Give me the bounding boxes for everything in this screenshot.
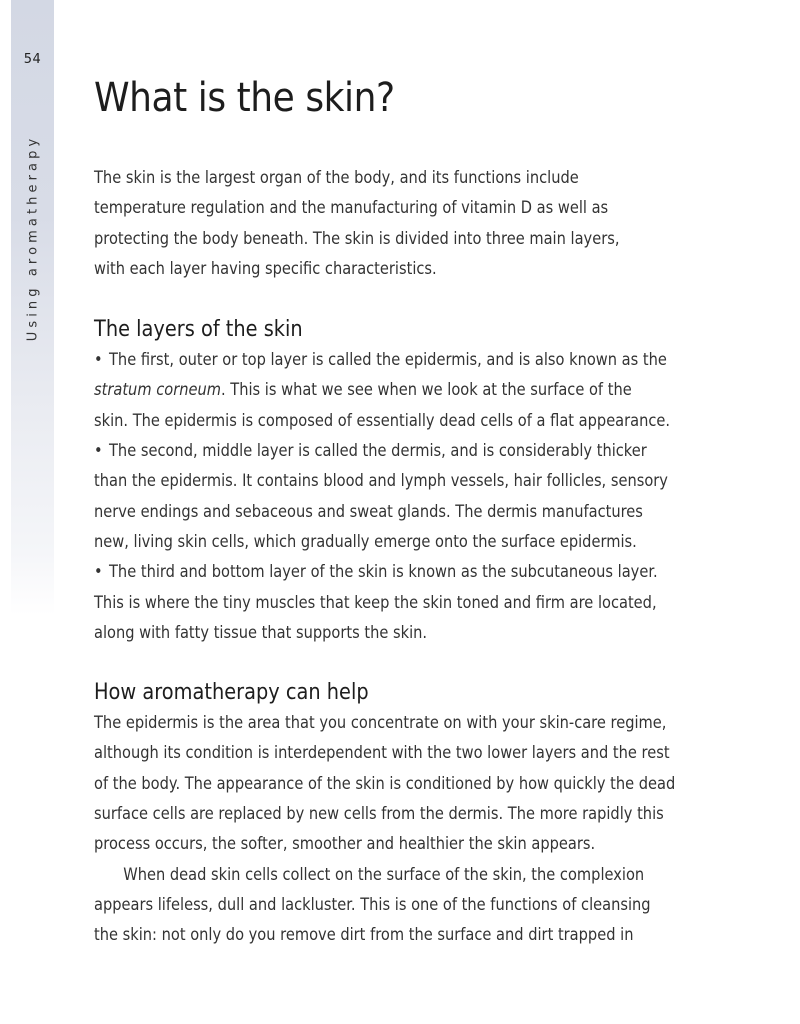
help-paragraph-2 [94, 860, 726, 951]
text-line: of the body. The appearance of the skin is conditioned by how quickly the dead [94, 773, 676, 794]
intro-paragraph [94, 163, 726, 284]
bullet-item-epidermis [94, 345, 726, 375]
text-line: than the epidermis. It contains blood and lymph vessels, hair follicles, sensory [94, 471, 668, 492]
text-line: along with fatty tissue that supports the skin. [94, 622, 428, 643]
text-line: . This is what we see when we look at the surface of the [220, 380, 632, 401]
text-line: although its condition is interdependent with the two lower layers and the rest [94, 743, 670, 764]
page-number: 54 [23, 52, 42, 67]
layers-list [94, 345, 726, 648]
text-line: surface cells are replaced by new cells from the dermis. The more rapidly this [94, 804, 664, 825]
text-line: This is where the tiny muscles that keep the skin toned and firm are located, [94, 592, 657, 613]
text-line: skin. The epidermis is composed of essentially dead cells of a flat appearance. [94, 410, 671, 431]
text-line: appears lifeless, dull and lackluster. This is one of the functions of cleansing [94, 894, 651, 915]
help-paragraph-1 [94, 708, 726, 859]
text-line: with each layer having specific characteristics. [94, 258, 437, 279]
text-line: The second, middle layer is called the dermis, and is considerably thicker [104, 441, 647, 462]
running-head: Using aromatherapy [25, 134, 41, 342]
text-line: When dead skin cells collect on the surface of the skin, the complexion [123, 864, 645, 885]
page-content [94, 75, 734, 951]
latin-term: stratum corneum [94, 380, 221, 401]
text-line: The first, outer or top layer is called the epidermis, and is also known as the [104, 350, 667, 371]
text-line: process occurs, the softer, smoother and healthier the skin appears. [94, 834, 596, 855]
text-line: new, living skin cells, which gradually emerge onto the surface epidermis. [94, 531, 637, 552]
bullet-item-dermis [94, 436, 726, 466]
text-line: the skin: not only do you remove dirt from the surface and dirt trapped in [94, 925, 634, 946]
section-heading-help: How aromatherapy can help [94, 680, 369, 706]
text-line: nerve endings and sebaceous and sweat glands. The dermis manufactures [94, 501, 643, 522]
bullet-item-subcutaneous [94, 557, 726, 587]
page-title: What is the skin? [94, 75, 395, 121]
bullet-icon: • [94, 562, 103, 583]
section-heading-layers: The layers of the skin [94, 317, 303, 343]
text-line: protecting the body beneath. The skin is divided into three main layers, [94, 228, 620, 249]
bullet-icon: • [94, 441, 103, 462]
text-line: The skin is the largest organ of the body, and its functions include [94, 168, 579, 188]
text-line [94, 375, 726, 405]
text-line: The third and bottom layer of the skin is known as the subcutaneous layer. [104, 562, 658, 583]
text-line: temperature regulation and the manufacturing of vitamin D as well as [94, 198, 609, 219]
text-line: The epidermis is the area that you concentrate on with your skin-care regime, [94, 713, 667, 734]
bullet-icon: • [94, 350, 103, 371]
